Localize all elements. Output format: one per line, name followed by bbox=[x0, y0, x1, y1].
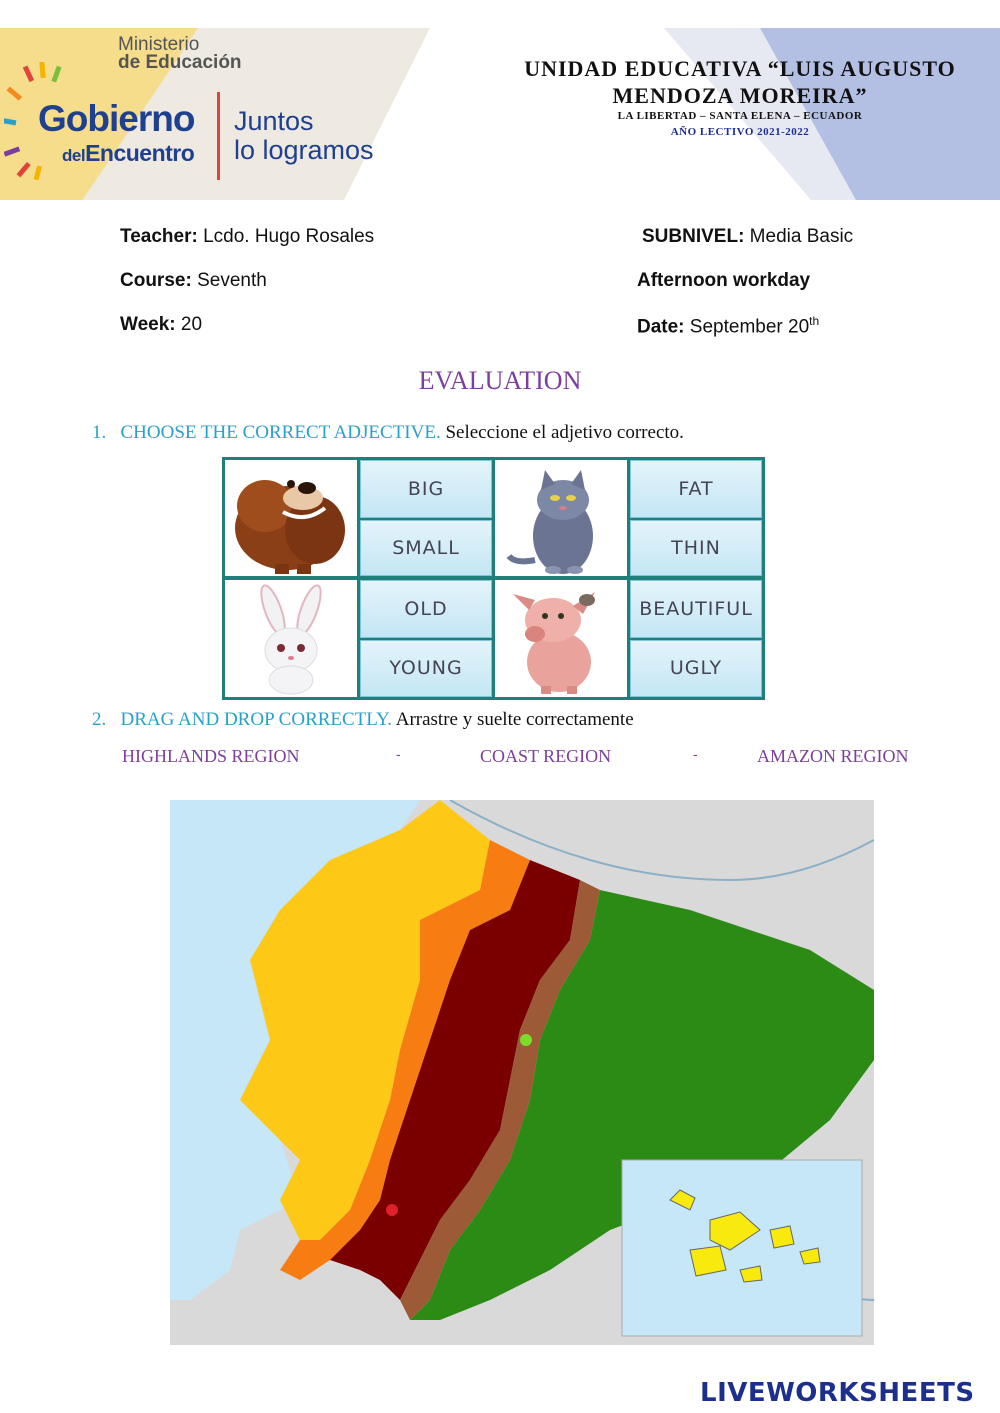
question2-title: DRAG AND DROP CORRECTLY. bbox=[120, 709, 393, 730]
cat-image-cell bbox=[495, 460, 627, 576]
question1-number: 1. bbox=[92, 422, 107, 443]
teacher-field bbox=[120, 226, 374, 248]
option-thin-button[interactable]: THIN bbox=[630, 520, 762, 576]
question1-instruction: Seleccione el adjetivo correcto. bbox=[440, 422, 684, 443]
week-value: 20 bbox=[175, 314, 203, 335]
gov-logo-prefix: del bbox=[62, 146, 86, 165]
option-fat-button[interactable]: FAT bbox=[630, 460, 762, 518]
course-value: Seventh bbox=[191, 270, 267, 291]
workday-label: Afternoon workday bbox=[637, 270, 811, 291]
dog-icon bbox=[225, 460, 357, 576]
option-big-button[interactable]: BIG bbox=[360, 460, 492, 518]
question2-instruction: Arrastre y suelte correctamente bbox=[392, 709, 634, 730]
school-location: LA LIBERTAD – SANTA ELENA – ECUADOR bbox=[617, 110, 863, 122]
pig-image-cell bbox=[495, 580, 627, 697]
ministry-line2: de Educación bbox=[118, 52, 242, 73]
school-year: AÑO LECTIVO 2021-2022 bbox=[670, 126, 810, 138]
school-name-line2: MENDOZA MOREIRA” bbox=[612, 83, 868, 108]
slogan-line2: lo logramos bbox=[234, 135, 374, 165]
subnivel-label: SUBNIVEL: bbox=[642, 226, 745, 247]
date-field bbox=[637, 314, 819, 338]
school-name-line1: UNIDAD EDUCATIVA “LUIS AUGUSTO bbox=[524, 56, 956, 81]
course-label: Course: bbox=[120, 270, 192, 291]
pig-icon bbox=[495, 580, 627, 697]
region-separator: - bbox=[396, 746, 401, 762]
teacher-value: Lcdo. Hugo Rosales bbox=[197, 226, 375, 247]
ecuador-map-icon bbox=[170, 800, 874, 1345]
ministry-logo bbox=[118, 36, 242, 72]
teacher-label: Teacher: bbox=[120, 226, 198, 247]
liveworksheets-logo: LIVEWORKSHEETS bbox=[700, 1378, 975, 1408]
option-beautiful-button[interactable]: BEAUTIFUL bbox=[630, 580, 762, 638]
subnivel-field bbox=[642, 226, 853, 248]
question1-heading bbox=[92, 422, 684, 444]
dog-image-cell bbox=[225, 460, 357, 576]
gov-logo-word: Encuentro bbox=[85, 140, 195, 166]
option-ugly-button[interactable]: UGLY bbox=[630, 640, 762, 697]
question2-heading bbox=[92, 709, 634, 731]
region-separator: - bbox=[693, 746, 698, 762]
slogan-line1: Juntos bbox=[234, 106, 314, 136]
question1-title: CHOOSE THE CORRECT ADJECTIVE. bbox=[120, 422, 441, 443]
adjective-grid bbox=[222, 457, 765, 700]
rabbit-image-cell bbox=[225, 580, 357, 697]
week-label: Week: bbox=[120, 314, 176, 335]
draggable-coast-region[interactable]: COAST REGION bbox=[480, 746, 612, 766]
date-value: September 20 bbox=[684, 316, 810, 338]
logo-divider bbox=[217, 92, 220, 180]
gov-logo-line1: Gobierno bbox=[38, 98, 195, 139]
option-small-button[interactable]: SMALL bbox=[360, 520, 492, 576]
page-title: EVALUATION bbox=[418, 366, 582, 395]
subnivel-value: Media Basic bbox=[744, 226, 854, 247]
draggable-highlands-region[interactable]: HIGHLANDS REGION bbox=[122, 746, 300, 766]
gov-logo-line2 bbox=[62, 140, 194, 167]
cat-icon bbox=[495, 460, 627, 576]
ecuador-regions-map bbox=[170, 800, 874, 1345]
week-field bbox=[120, 314, 202, 336]
ministry-line1: Ministerio bbox=[118, 34, 200, 55]
question2-number: 2. bbox=[92, 709, 107, 730]
date-suffix: th bbox=[809, 314, 820, 328]
option-old-button[interactable]: OLD bbox=[360, 580, 492, 638]
draggable-amazon-region[interactable]: AMAZON REGION bbox=[757, 746, 909, 766]
header-banner bbox=[0, 28, 1000, 200]
course-field bbox=[120, 270, 267, 292]
workday-field bbox=[637, 270, 810, 292]
option-young-button[interactable]: YOUNG bbox=[360, 640, 492, 697]
rabbit-icon bbox=[225, 580, 357, 697]
date-label: Date: bbox=[637, 316, 685, 338]
